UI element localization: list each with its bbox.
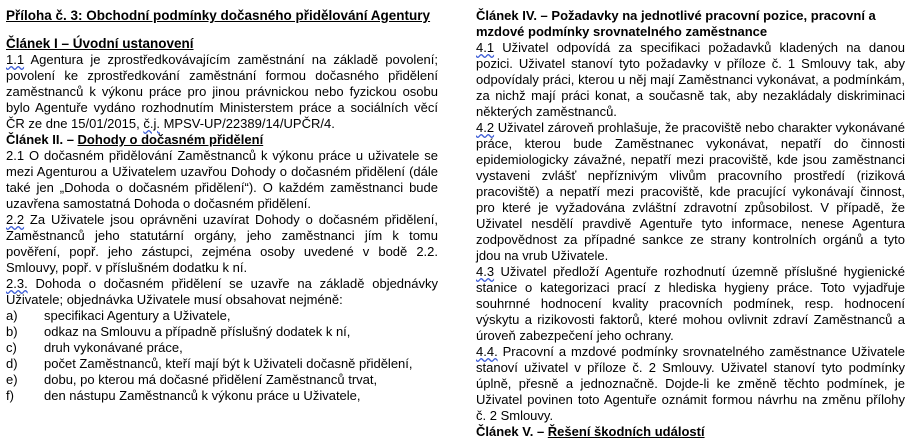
- list-text: dobu, po kterou má dočasné přidělení Zaměstnanců trvat,: [44, 372, 378, 387]
- list-text: specifikaci Agentury a Uživatele,: [44, 308, 231, 323]
- paragraph-2-3: [6, 276, 438, 308]
- paragraph-4-4: [476, 344, 905, 424]
- paragraph-4-3: [476, 264, 905, 344]
- paragraph-number: 2.2: [6, 212, 25, 227]
- list-text: druh vykonávané práce,: [44, 340, 183, 355]
- list-item: [6, 340, 438, 356]
- paragraph-number: 2.3.: [6, 276, 28, 291]
- list-label: c): [6, 340, 17, 355]
- reference-abbr: č.j.: [143, 116, 160, 131]
- paragraph-number: 4.1: [476, 40, 495, 55]
- list-item: [6, 356, 438, 372]
- paragraph-text: Uživatel zároveň prohlašuje, že pracoviště nebo charakter vykonávané práce, kterou bude Zaměstnanec vykonávat, nepatří do činnosti epidemiologicky závažné, nepatří mezi pracoviště, kde jsou zaměstnanci vystaveni zvlášť nepříznivým vlivům pracovního prostředí (riziková pracoviště) a nepatří mezi pracoviště, kde pracující vykonávají činnost, pro které je vyžadována zvláštní zdravotní způsobilost. V případě, že Uživatel nesdělí pravdivě Agentuře tyto informace, nenese Agentura zodpovědnost za případné sankce ze strany kontrolních orgánů a tyto jdou na vrub Uživatele.: [476, 120, 905, 263]
- paragraph-text: Uživatel odpovídá za specifikaci požadavků kladených na danou pozici. Uživatel stanoví tyto požadavky v příloze č. 1 Smlouvy tak, aby odpovídaly práci, kterou u něj mají Zaměstnanci vykonávat, a podmínkám, za nichž mají práci konat, a současně tak, aby nezakládaly diskriminaci některých zaměstnanců.: [476, 40, 905, 119]
- article-2-heading: [6, 132, 438, 148]
- paragraph-1-1: [6, 52, 438, 132]
- article-2-title: Dohody o dočasném přidělení: [77, 132, 264, 147]
- paragraph-text: Pracovní a mzdové podmínky srovnatelného zaměstnance Uživatele stanoví uživatel v příloze č. 2 Smlouvy. Uživatel stanoví tyto podmínky úplně, přesně a jednoznačně. Dojde-li ke změně těchto podmínek, je Uživatel povinen toto Agentuře oznámit formou návrhu na změnu přílohy č. 2 Smlouvy.: [476, 344, 905, 423]
- right-column: [476, 8, 905, 440]
- paragraph-text: Agentura je zprostředkovávajícím zaměstnání na základě povolení; povolení ke zprostředkování zaměstnání formou dočasného přidělení zaměstnanců k výkonu práce pro jinou právnickou nebo fyzickou osobu bylo Agentuře vydáno rozhodnutím Ministerstem práce a sociálních věcí ČR ze dne 15/01/2015,: [6, 52, 438, 131]
- article-5-label: Článek V. –: [476, 424, 548, 439]
- list-label: f): [6, 388, 14, 403]
- paragraph-4-1: [476, 40, 905, 120]
- paragraph-4-2: [476, 120, 905, 264]
- list-text: počet Zaměstnanců, kteří mají být k Uživateli dočasně přidělení,: [44, 356, 413, 371]
- article-4-heading: Článek IV. – Požadavky na jednotlivé pracovní pozice, pracovní a mzdové podmínky srovnatelného zaměstnance: [476, 8, 876, 39]
- article-5-title: Řešení škodních událostí: [547, 424, 705, 439]
- list-text: odkaz na Smlouvu a případně příslušný dodatek k ní,: [44, 324, 351, 339]
- paragraph-text: Uživatel předloží Agentuře rozhodnutí územně příslušné hygienické stanice o kategorizaci prací z hlediska hygieny práce. Toto vyjadřuje souhrnné hodnocení kvality pracovních podmínek, resp. hodnocení výskytu a rizikovosti faktorů, které mohou ovlivnit zdraví Zaměstnanců a úroveň zabezpečení jeho ochrany.: [476, 264, 905, 343]
- paragraph-text: Dohoda o dočasném přidělení se uzavře na základě objednávky Uživatele; objednávka Uživatele musí obsahovat nejméně:: [6, 276, 438, 307]
- list-label: d): [6, 356, 18, 371]
- list-text: den nástupu Zaměstnanců k výkonu práce u Uživatele,: [44, 388, 361, 403]
- list-label: b): [6, 324, 18, 339]
- attachment-title: Příloha č. 3: Obchodní podmínky dočasného přidělování Agentury: [6, 8, 431, 23]
- list-item: [6, 324, 438, 340]
- paragraph-number: 4.2: [476, 120, 495, 135]
- paragraph-2-2: [6, 212, 438, 276]
- article-5-heading: [476, 424, 905, 440]
- paragraph-number: 4.4.: [476, 344, 498, 359]
- paragraph-text: Za Uživatele jsou oprávněni uzavírat Dohody o dočasném přidělení, Zaměstnanců jeho statutární orgány, jeho zaměstnanci jím k tomu pověření, popř. jeho zástupci, zejména osoby uvedené v bodě 2.2. Smlouvy, popř. v příslušném dodatku k ní.: [6, 212, 438, 275]
- paragraph-number: 4.3: [476, 264, 495, 279]
- article-2-label: Článek II. –: [6, 132, 78, 147]
- list-label: e): [6, 372, 18, 387]
- reference-number: MPSV-UP/22389/14/UPČR/4.: [159, 116, 335, 131]
- list-item: [6, 388, 438, 404]
- list-item: [6, 372, 438, 388]
- left-column: [6, 8, 438, 404]
- article-1-heading: Článek I – Úvodní ustanovení: [6, 36, 194, 51]
- list-item: [6, 308, 438, 324]
- list-label: a): [6, 308, 18, 323]
- order-requirements-list: [6, 308, 438, 404]
- paragraph-2-1: 2.1 O dočasném přidělování Zaměstnanců k výkonu práce u uživatele se mezi Agenturou a Uživatelem uzavřou Dohody o dočasném přidělení (dále také jen „Dohoda o dočasném přidělení“). O každém zaměstnanci bude uzavřena samostatná Dohoda o dočasném přidělení.: [6, 148, 438, 211]
- paragraph-number: 1.1: [6, 52, 25, 67]
